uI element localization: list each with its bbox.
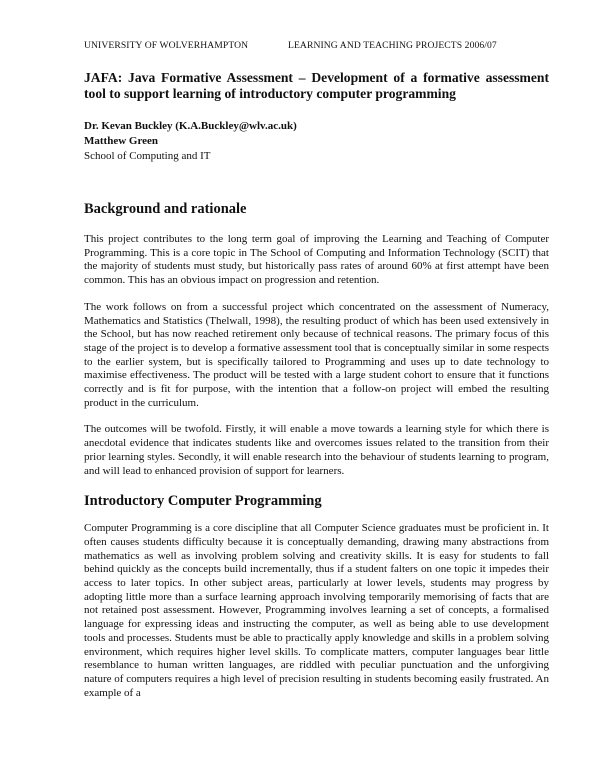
paragraph: This project contributes to the long term goal of improving the Learning and Teaching of Computer Programming. This is a core topic in The School of Computing and Information Technology (SCIT) that the majority of students must study, but historically pass rates of around 60% at first attempt have been common. This has an obvious impact on progression and retention. xyxy=(84,233,549,287)
author-block xyxy=(84,119,549,164)
document-body xyxy=(84,70,549,700)
section-heading-intro-programming: Introductory Computer Programming xyxy=(84,493,322,510)
section-heading-background: Background and rationale xyxy=(84,201,247,217)
paper-title: JAFA: Java Formative Assessment – Development of a formative assessment tool to support learning of introductory computer programming xyxy=(84,70,549,101)
author-secondary: Matthew Green xyxy=(84,135,159,147)
author-affiliation: School of Computing and IT xyxy=(84,150,211,162)
header-institution: UNIVERSITY OF WOLVERHAMPTON xyxy=(84,40,249,51)
paragraph: The work follows on from a successful project which concentrated on the assessment of Numeracy, Mathematics and Statistics (Thelwall, 1998), the resulting product of which has been used extensively in the School, but has now reached retirement only because of technical reasons. The primary focus of this stage of the project is to develop a formative assessment tool that is conceptually similar in some respects to the earlier system, but is specifically tailored to Programming and uses up to date technology to maximise effectiveness. The product will be tested with a large student cohort to ensure that it functions correctly and is fit for purpose, with the intention that a follow-on project will embed the resulting product in the curriculum. xyxy=(84,300,549,409)
author-primary: Dr. Kevan Buckley (K.A.Buckley@wlv.ac.uk) xyxy=(84,120,297,132)
paragraph: The outcomes will be twofold. Firstly, it will enable a move towards a learning style for which there is anecdotal evidence that indicates students like and overcomes issues related to the transition from their prior learning styles. Secondly, it will enable research into the behaviour of students learning to program, and will lead to enhanced provision of support for learners. xyxy=(84,423,549,477)
paragraph: Computer Programming is a core discipline that all Computer Science graduates must be proficient in. It often causes students difficulty because it is conceptually demanding, drawing many abstractions from mathematics as well as involving problem solving and creativity skills. It is easy for students to fall behind quickly as the concepts build incrementally, thus if a student falters on one topic it impedes their access to later topics. In other subject areas, particularly at lower levels, students may progress by adopting little more than a surface learning approach involving temporarily memorising of facts that are not retained post assessment. However, Programming involves learning a set of concepts, a formalised language for expressing ideas and instructing the computer, as well as being able to use development tools and processes. Students must be able to practically apply knowledge and skills in a problem solving environment, which requires higher level skills. To complicate matters, computer languages bear little resemblance to human written languages, are riddled with peculiar punctuation and the unforgiving nature of computers requires a high level of precision resulting in students becoming easily frustrated. An example of a xyxy=(84,522,549,699)
header-series: LEARNING AND TEACHING PROJECTS 2006/07 xyxy=(288,40,497,51)
